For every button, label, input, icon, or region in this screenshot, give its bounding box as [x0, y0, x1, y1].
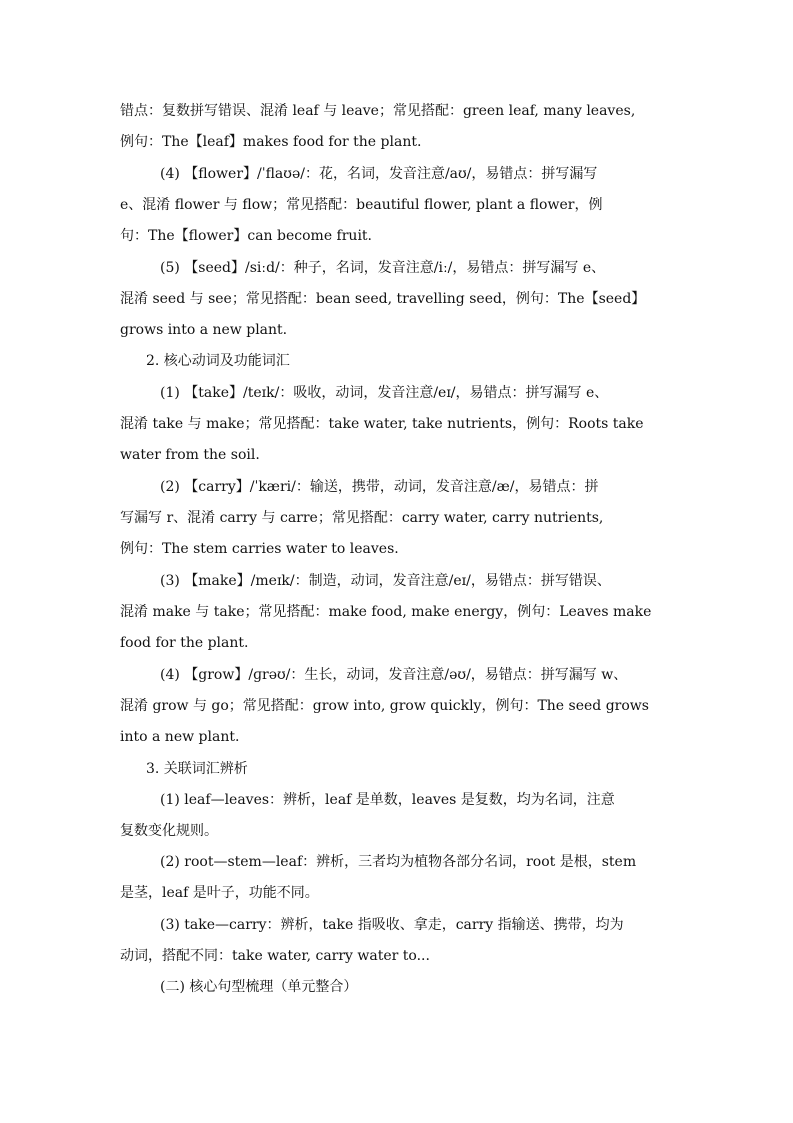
comparison-item-3: (3) take—carry：辨析，take 指吸收、拿走，carry 指输送、携带，均为: [160, 917, 624, 933]
text-line: 混淆 take 与 make；常见搭配：take water, take nutrients，例句：Roots take: [120, 416, 644, 432]
text-line: 是茎，leaf 是叶子，功能不同。: [120, 885, 319, 901]
text-line: food for the plant.: [120, 635, 249, 651]
section-heading-sentence-patterns: (二) 核心句型梳理（单元整合）: [160, 979, 358, 995]
text-line: 例句：The stem carries water to leaves.: [120, 541, 399, 557]
vocab-item-seed: (5) 【seed】/siːd/：种子，名词，发音注意/iː/，易错点：拼写漏写 e、: [160, 260, 606, 276]
section-heading-3: 3. 关联词汇辨析: [146, 761, 248, 777]
comparison-item-2: (2) root—stem—leaf：辨析，三者均为植物各部分名词，root 是根，stem: [160, 854, 637, 870]
vocab-item-make: (3) 【make】/meɪk/：制造，动词，发音注意/eɪ/，易错点：拼写错误、: [160, 573, 611, 589]
vocab-item-carry: (2) 【carry】/ˈkæri/：输送，携带，动词，发音注意/æ/，易错点：拼: [160, 479, 599, 495]
vocab-item-take: (1) 【take】/teɪk/：吸收，动词，发音注意/eɪ/，易错点：拼写漏写 e、: [160, 385, 609, 401]
text-line: 混淆 grow 与 go；常见搭配：grow into, grow quickly，例句：The seed grows: [120, 698, 649, 714]
text-line: grows into a new plant.: [120, 322, 288, 338]
vocab-item-flower: (4) 【flower】/ˈflaʊə/：花，名词，发音注意/aʊ/，易错点：拼写漏写: [160, 166, 598, 182]
text-line: 例句：The【leaf】makes food for the plant.: [120, 134, 422, 150]
text-line: into a new plant.: [120, 729, 240, 745]
vocab-item-grow: (4) 【grow】/ɡrəʊ/：生长，动词，发音注意/əʊ/，易错点：拼写漏写 w、: [160, 667, 628, 683]
text-line: 混淆 seed 与 see；常见搭配：bean seed, travelling seed，例句：The【seed】: [120, 291, 646, 307]
text-line: 写漏写 r、混淆 carry 与 carre；常见搭配：carry water, carry nutrients,: [120, 510, 604, 526]
text-line: 复数变化规则。: [120, 823, 218, 839]
comparison-item-1: (1) leaf—leaves：辨析，leaf 是单数，leaves 是复数，均为名词，注意: [160, 792, 615, 808]
text-line: e、混淆 flower 与 flow；常见搭配：beautiful flower, plant a flower，例: [120, 197, 603, 213]
text-line: water from the soil.: [120, 447, 260, 463]
text-line: 句：The【flower】can become fruit.: [120, 228, 372, 244]
text-line: 混淆 make 与 take；常见搭配：make food, make energy，例句：Leaves make: [120, 604, 652, 620]
text-line: 错点：复数拼写错误、混淆 leaf 与 leave；常见搭配：green leaf, many leaves,: [120, 103, 636, 119]
section-heading-2: 2. 核心动词及功能词汇: [146, 353, 290, 369]
text-line: 动词，搭配不同：take water, carry water to...: [120, 948, 430, 964]
